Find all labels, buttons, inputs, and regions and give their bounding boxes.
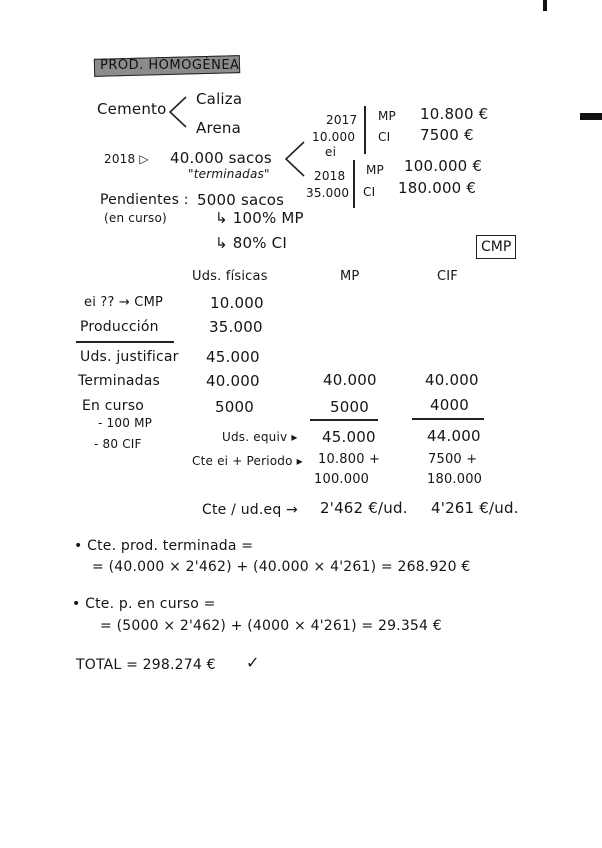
- pending-label: Pendientes :: [100, 192, 189, 208]
- row-unit-mp: 2'462 €/ud.: [320, 499, 408, 517]
- header-units: Uds. físicas: [192, 269, 268, 284]
- result-curso-label: • Cte. p. en curso =: [72, 596, 216, 612]
- period-ci-label: CI: [363, 185, 376, 199]
- row-unit-cif: 4'261 €/ud.: [431, 499, 519, 517]
- edge-mark-top: [543, 0, 547, 11]
- input-arena: Arena: [196, 119, 242, 137]
- period-mp-value: 100.000 €: [404, 157, 483, 175]
- row-curso-label: En curso: [82, 398, 144, 414]
- production-status: "terminadas": [188, 167, 270, 181]
- row-cost-label: Cte ei + Periodo ▸: [192, 454, 303, 468]
- row-term-units: 40.000: [206, 372, 260, 390]
- row-cost-mp-2: 100.000: [314, 472, 370, 487]
- cif-sum-rule: [412, 418, 484, 420]
- check-icon: ✓: [246, 653, 260, 672]
- row-equiv-label: Uds. equiv ▸: [222, 430, 298, 444]
- row-cost-cif-2: 180.000: [427, 472, 483, 487]
- row-just-label: Uds. justificar: [80, 349, 179, 365]
- row-ei-units: 10.000: [210, 294, 264, 312]
- initial-mp-label: MP: [378, 109, 396, 123]
- row-note-cif: - 80 CIF: [94, 437, 142, 451]
- period-divider: [353, 160, 355, 208]
- row-cost-mp-1: 10.800 +: [318, 452, 381, 467]
- period-mp-label: MP: [366, 163, 384, 177]
- row-term-mp: 40.000: [323, 371, 377, 389]
- edge-mark-right: [580, 113, 602, 120]
- row-prod-units: 35.000: [209, 318, 263, 336]
- page-title: PROD. HOMOGÉNEA: [100, 58, 240, 73]
- method-label: CMP: [481, 239, 512, 255]
- result-term-label: • Cte. prod. terminada =: [74, 538, 254, 554]
- row-cost-cif-1: 7500 +: [428, 452, 478, 467]
- input-caliza: Caliza: [196, 90, 243, 108]
- row-curso-mp: 5000: [330, 398, 369, 416]
- row-just-units: 45.000: [206, 348, 260, 366]
- row-term-cif: 40.000: [425, 371, 479, 389]
- initial-units: 10.000: [312, 130, 356, 144]
- pending-ci-pct: ↳ 80% CI: [215, 234, 287, 252]
- initial-divider: [364, 106, 366, 154]
- result-curso-calc: = (5000 × 2'462) + (4000 × 4'261) = 29.354 €: [100, 618, 442, 634]
- result-term-calc: = (40.000 × 2'462) + (40.000 × 4'261) = 268.920 €: [92, 559, 471, 575]
- header-mp: MP: [340, 269, 360, 284]
- row-ei-label: ei ?? → CMP: [84, 295, 164, 310]
- production-year: 2018 ▷: [104, 152, 149, 166]
- sum-rule: [76, 341, 174, 343]
- pending-mp-pct: ↳ 100% MP: [215, 209, 304, 227]
- header-cif: CIF: [437, 269, 458, 284]
- initial-ci-value: 7500 €: [420, 126, 474, 144]
- period-year: 2018: [314, 169, 346, 183]
- row-equiv-cif: 44.000: [427, 427, 481, 445]
- row-prod-label: Producción: [80, 319, 159, 335]
- row-curso-cif: 4000: [430, 396, 469, 414]
- row-equiv-mp: 45.000: [322, 428, 376, 446]
- mp-sum-rule: [310, 419, 378, 421]
- product-label: Cemento: [97, 100, 167, 118]
- initial-year: 2017: [326, 113, 358, 127]
- initial-mp-value: 10.800 €: [420, 105, 489, 123]
- initial-ci-label: CI: [378, 130, 391, 144]
- result-total: TOTAL = 298.274 €: [76, 657, 216, 673]
- period-ci-value: 180.000 €: [398, 179, 477, 197]
- production-quantity: 40.000 sacos: [170, 149, 272, 167]
- row-note-mp: - 100 MP: [98, 416, 153, 430]
- row-unit-label: Cte / ud.eq →: [202, 502, 298, 518]
- initial-units-label: ei: [325, 145, 337, 159]
- pending-sublabel: (en curso): [104, 211, 167, 225]
- row-term-label: Terminadas: [78, 373, 161, 389]
- period-units: 35.000: [306, 186, 350, 200]
- row-curso-units: 5000: [215, 398, 254, 416]
- costs-bracket: [282, 140, 308, 178]
- pending-quantity: 5000 sacos: [197, 191, 285, 209]
- materials-bracket: [166, 95, 190, 131]
